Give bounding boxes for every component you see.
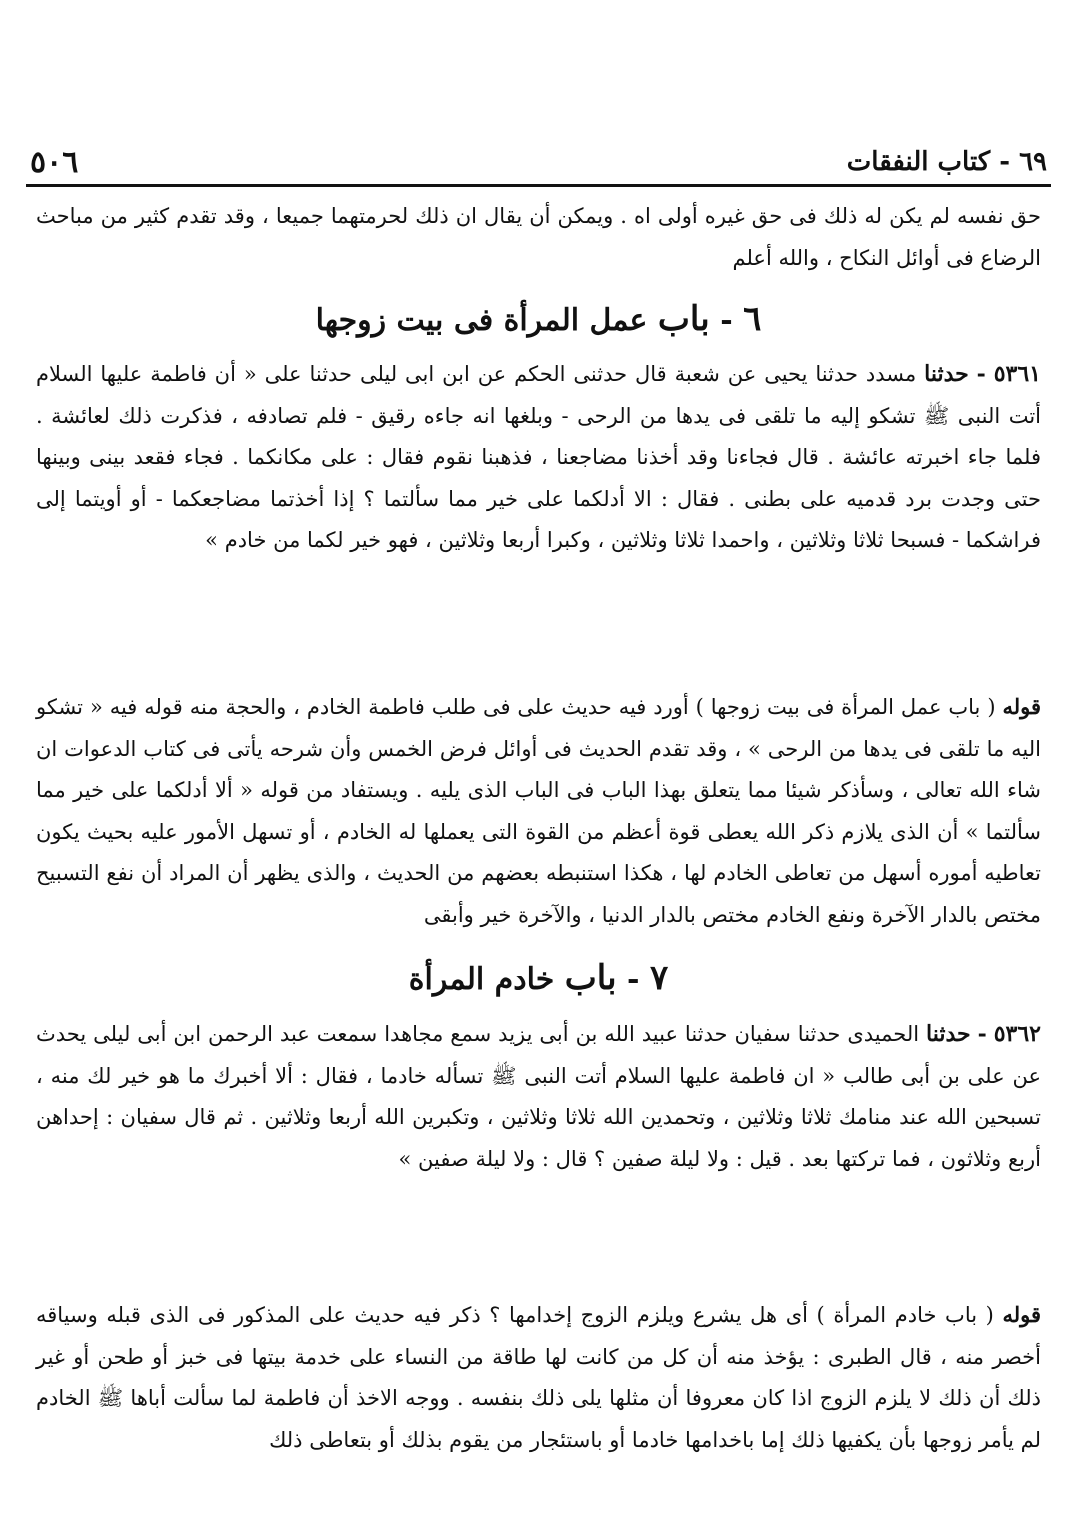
- page-number: ٥٠٦: [30, 144, 79, 180]
- chapter-heading-7: [36, 958, 1041, 1000]
- header-rule: [26, 184, 1051, 187]
- intro-block: [36, 196, 1041, 279]
- chapter-title: عمل المرأة فى بيت زوجها: [315, 303, 648, 338]
- hadith-5362-block: [36, 1014, 1041, 1180]
- page-header: [30, 144, 1047, 180]
- chapter-title: خادم المرأة: [408, 962, 555, 997]
- hadith-text: الحميدى حدثنا سفيان حدثنا عبيد الله بن أبى يزيد سمع مجاهدا سمعت عبد الرحمن ابن أبى ليلى يحدث عن على بن أبى طالب « ان فاطمة عليها السلام أتت النبى ﷺ تسأله خادما ، فقال : ألا أخبرك ما هو خير لك منه ، تسبحين الله عند منامك ثلاثا وثلاثين ، وتحمدين الله ثلاثا وثلاثين ، وتكبرين الله أربعا وثلاثين . ثم قال سفيان : إحداهن أربع وثلاثون ، فما تركتها بعد . قيل : ولا ليلة صفين ؟ قال : ولا ليلة صفين »: [36, 1022, 1041, 1171]
- commentary-text: ( باب خادم المرأة ) أى هل يشرع ويلزم الزوج إخدامها ؟ ذكر فيه حديث على المذكور فى الذى قبله وسياقه أخصر منه ، قال الطبرى : يؤخذ منه أن كل من كانت لها طاقة من النساء على خدمة بيتها فى خبز أو طحن أو غير ذلك أن ذلك لا يلزم الزوج اذا كان معروفا أن مثلها يلى ذلك بنفسه . ووجه الاخذ أن فاطمة لما سألت أباها ﷺ الخادم لم يأمر زوجها بأن يكفيها ذلك إما باخدامها خادما أو باستئجار من يقوم بذلك أو بتعاطى ذلك: [36, 1303, 1042, 1452]
- chapter-number: ٧: [649, 958, 669, 998]
- qawluhu-label: قوله: [1002, 694, 1041, 719]
- chapter-number: ٦: [743, 299, 762, 339]
- intro-paragraph: حق نفسه لم يكن له ذلك فى حق غيره أولى اه . ويمكن أن يقال ان ذلك لحرمتهما جميعا ، وقد تقدم كثير من مباحث الرضاع فى أوائل النكاح ، والله أعلم: [36, 204, 1041, 270]
- commentary-2-block: [36, 1294, 1041, 1461]
- qawluhu-label: قوله: [1002, 1302, 1041, 1327]
- chapter-dash: -: [720, 303, 733, 338]
- hadith-number: ٥٣٦٢: [993, 1021, 1041, 1047]
- haddathana-label: حدثنا: [924, 361, 969, 387]
- haddathana-label: حدثنا: [926, 1021, 971, 1047]
- hadith-5361-block: [36, 354, 1041, 562]
- chapter-heading-6: [36, 299, 1041, 341]
- chapter-bab: باب: [657, 299, 710, 339]
- chapter-bab: باب: [564, 958, 617, 998]
- hadith-dash: -: [977, 1021, 987, 1047]
- book-title: ٦٩ - كتاب النفقات: [846, 147, 1047, 177]
- hadith-5361-paragraph: [36, 354, 1041, 562]
- commentary-1-block: [36, 686, 1041, 936]
- hadith-5362-paragraph: [36, 1014, 1041, 1180]
- hadith-text: مسدد حدثنا يحيى عن شعبة قال حدثنى الحكم عن ابن ابى ليلى حدثنا على « أن فاطمة عليها السلام أتت النبى ﷺ تشكو إليه ما تلقى فى يدها من الرحى - وبلغها انه جاءه رقيق - فلم تصادفه ، فذكرت ذلك لعائشة . فلما جاء اخبرته عائشة . قال فجاءنا وقد أخذنا مضاجعنا ، فذهبنا نقوم فقال : على مكانكما . فجاء فقعد بينى وبينها حتى وجدت برد قدميه على بطنى . فقال : الا أدلكما على خير مما سألتما ؟ إذا أخذتما مضاجعكما - أو أويتما إلى فراشكما - فسبحا ثلاثا وثلاثين ، واحمدا ثلاثا وثلاثين ، وكبرا أربعا وثلاثين ، فهو خير لكما من خادم »: [36, 362, 1041, 552]
- chapter-dash: -: [627, 962, 640, 997]
- hadith-number: ٥٣٦١: [993, 361, 1041, 387]
- commentary-text: ( باب عمل المرأة فى بيت زوجها ) أورد فيه حديث على فى طلب فاطمة الخادم ، والحجة منه قوله فيه « تشكو اليه ما تلقى فى يدها من الرحى » ، وقد تقدم الحديث فى أوائل فرض الخمس وأن شرحه يأتى فى كتاب الدعوات ان شاء الله تعالى ، وسأذكر شيئا مما يتعلق بهذا الباب فى الباب الذى يليه . ويستفاد من قوله « ألا أدلكما على خير مما سألتما » أن الذى يلازم ذكر الله يعطى قوة أعظم من القوة التى يعملها له الخادم ، أو تسهل الأمور عليه بحيث يكون تعاطيه أموره أسهل من تعاطى الخادم لها ، هكذا استنبطه بعضهم من الحديث ، والذى يظهر أن المراد أن نفع التسبيح مختص بالدار الآخرة ونفع الخادم مختص بالدار الدنيا ، والآخرة خير وأبقى: [36, 695, 1041, 927]
- commentary-1-paragraph: [36, 686, 1041, 936]
- hadith-dash: -: [976, 361, 986, 387]
- commentary-2-paragraph: [36, 1294, 1041, 1461]
